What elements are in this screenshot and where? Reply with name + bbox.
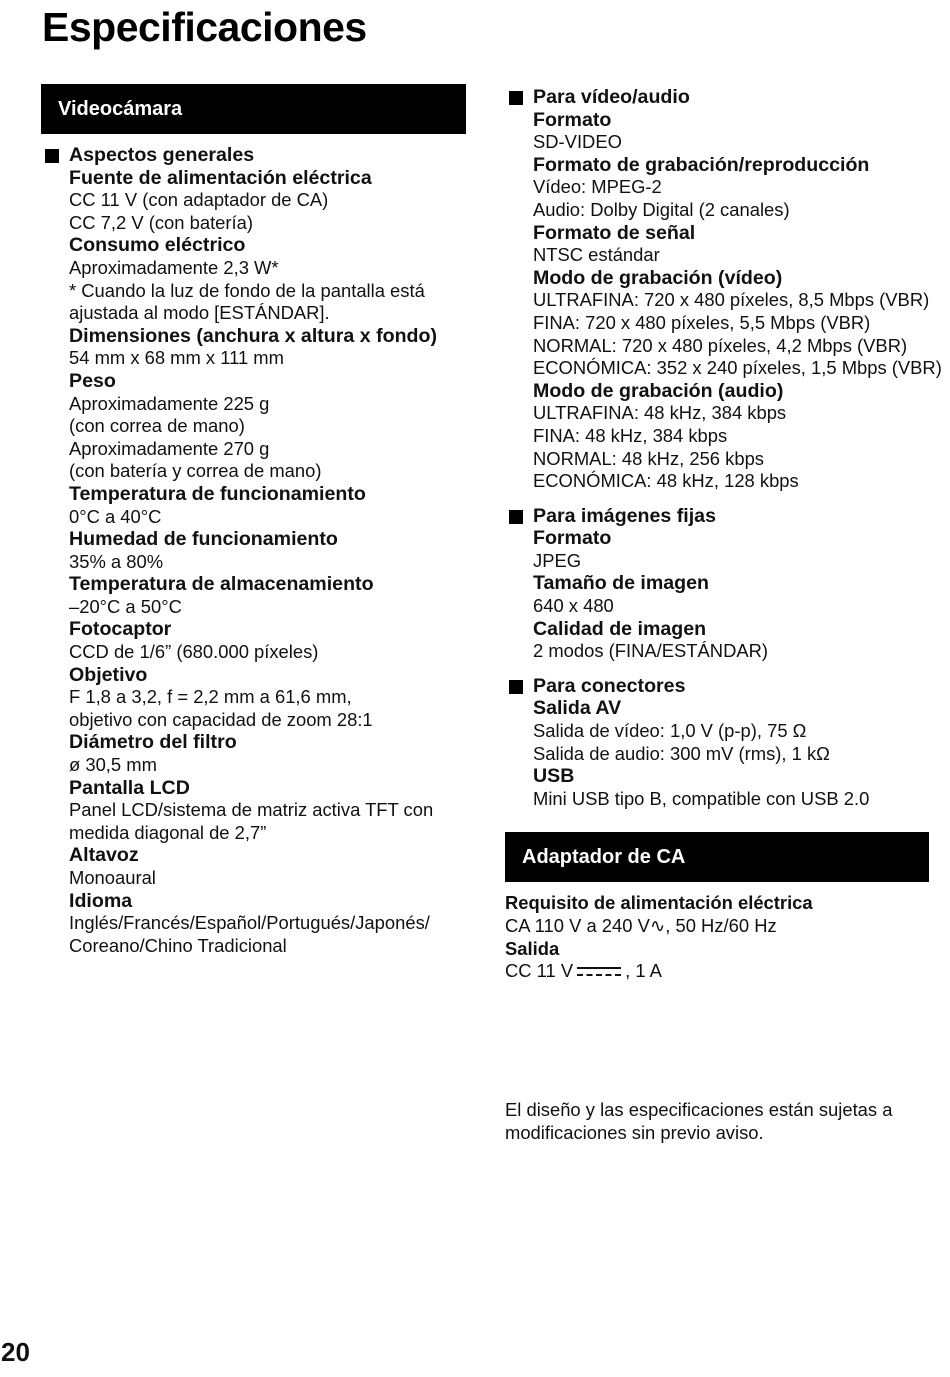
spec-label: Humedad de funcionamiento (69, 528, 338, 551)
spec-value: F 1,8 a 3,2, f = 2,2 mm a 61,6 mm, (69, 686, 352, 708)
spec-label: USB (533, 765, 575, 788)
spec-label: Objetivo (69, 663, 148, 686)
spec-value: 54 mm x 68 mm x 111 mm (69, 347, 284, 369)
spec-label: Formato (533, 108, 612, 131)
power-requirement-label: Requisito de alimentación eléctrica (505, 892, 813, 914)
spec-value: ECONÓMICA: 48 kHz, 128 kbps (533, 470, 799, 492)
spec-label: Consumo eléctrico (69, 234, 246, 257)
spec-value: FINA: 720 x 480 píxeles, 5,5 Mbps (VBR) (533, 311, 871, 333)
group-video-audio (533, 86, 945, 493)
spec-value: Aproximadamente 225 g (69, 392, 270, 414)
section-header-ac-adapter: Adaptador de CA (505, 832, 929, 882)
page-number: 20 (1, 1337, 30, 1367)
spec-label: Fotocaptor (69, 618, 172, 641)
group-title: Para imágenes fijas (533, 505, 945, 528)
section-header-camcorder: Videocámara (41, 84, 466, 134)
spec-label: Peso (69, 369, 116, 392)
output-label: Salida (505, 937, 560, 959)
spec-value: JPEG (533, 549, 582, 571)
group-still-images (533, 505, 945, 663)
spec-value: 2 modos (FINA/ESTÁNDAR) (533, 640, 769, 662)
spec-label: Modo de grabación (vídeo) (533, 266, 783, 289)
spec-label: Diámetro del filtro (69, 731, 237, 754)
spec-label: Salida AV (533, 697, 622, 720)
spec-value: * Cuando la luz de fondo de la pantalla está ajustada al modo [ESTÁNDAR]. (69, 279, 425, 324)
output-suffix: , 1 A (625, 960, 662, 982)
spec-value: ULTRAFINA: 48 kHz, 384 kbps (533, 402, 787, 424)
spec-label: Fuente de alimentación eléctrica (69, 166, 372, 189)
spec-value: 0°C a 40°C (69, 505, 162, 527)
spec-value: 35% a 80% (69, 550, 164, 572)
spec-label: Formato de grabación/reproducción (533, 153, 870, 176)
spec-value: NTSC estándar (533, 244, 660, 266)
spec-label: Temperatura de funcionamiento (69, 482, 366, 505)
footnote: El diseño y las especificaciones están sujetas a modificaciones sin previo aviso. (505, 1099, 893, 1143)
page-title: Especificaciones (42, 4, 367, 50)
spec-value: NORMAL: 48 kHz, 256 kbps (533, 447, 764, 469)
spec-value: objetivo con capacidad de zoom 28:1 (69, 708, 373, 730)
output-value (505, 960, 945, 983)
right-column (505, 86, 945, 983)
output-prefix: CC 11 V (505, 960, 574, 982)
group-title: Para vídeo/audio (533, 86, 945, 109)
spec-label: Altavoz (69, 844, 139, 867)
spec-value: SD-VIDEO (533, 131, 622, 153)
spec-label: Modo de grabación (audio) (533, 379, 784, 402)
group-general (69, 144, 466, 957)
ac-adapter-specs (505, 892, 945, 982)
spec-value: Panel LCD/sistema de matriz activa TFT con medida diagonal de 2,7” (69, 799, 434, 843)
spec-value: CCD de 1/6” (680.000 píxeles) (69, 641, 319, 663)
spec-value: Vídeo: MPEG-2 (533, 176, 662, 198)
spec-value: Salida de audio: 300 mV (rms), 1 kΩ (533, 742, 830, 764)
spec-label: Calidad de imagen (533, 617, 707, 640)
spec-label: Dimensiones (anchura x altura x fondo) (69, 324, 437, 347)
spec-value: Aproximadamente 2,3 W* (69, 256, 279, 278)
spec-value: ECONÓMICA: 352 x 240 píxeles, 1,5 Mbps (VBR) (533, 357, 942, 379)
power-requirement-value: CA 110 V a 240 V∿, 50 Hz/60 Hz (505, 915, 777, 936)
dc-symbol-icon (577, 966, 621, 978)
spec-value: Monoaural (69, 867, 156, 888)
spec-value: Aproximadamente 270 g (69, 437, 270, 459)
spec-label: Idioma (69, 889, 133, 912)
spec-value: 640 x 480 (533, 595, 614, 617)
spec-value: CC 7,2 V (con batería) (69, 211, 253, 233)
spec-label: Pantalla LCD (69, 776, 190, 799)
spec-label: Formato de señal (533, 221, 696, 244)
spec-label: Tamaño de imagen (533, 572, 710, 595)
spec-value: Salida de vídeo: 1,0 V (p-p), 75 Ω (533, 720, 807, 742)
spec-value: ULTRAFINA: 720 x 480 píxeles, 8,5 Mbps (VBR) (533, 289, 930, 311)
spec-value: Audio: Dolby Digital (2 canales) (533, 198, 790, 220)
spec-value: (con batería y correa de mano) (69, 460, 322, 482)
spec-label: Formato (533, 527, 612, 550)
group-connectors (533, 675, 945, 811)
spec-value: Mini USB tipo B, compatible con USB 2.0 (533, 787, 870, 809)
spec-value: Inglés/Francés/Español/Portugués/Japonés/ Coreano/Chino Tradicional (69, 912, 430, 956)
spec-label: Temperatura de almacenamiento (69, 573, 374, 596)
left-column (41, 84, 466, 957)
spec-value: ø 30,5 mm (69, 754, 157, 776)
spec-value: (con correa de mano) (69, 415, 245, 437)
spec-value: CC 11 V (con adaptador de CA) (69, 189, 329, 211)
spec-value: NORMAL: 720 x 480 píxeles, 4,2 Mbps (VBR) (533, 334, 908, 356)
spec-value: –20°C a 50°C (69, 595, 182, 617)
group-title: Aspectos generales (69, 144, 466, 167)
spec-value: FINA: 48 kHz, 384 kbps (533, 424, 728, 446)
group-title: Para conectores (533, 675, 945, 698)
